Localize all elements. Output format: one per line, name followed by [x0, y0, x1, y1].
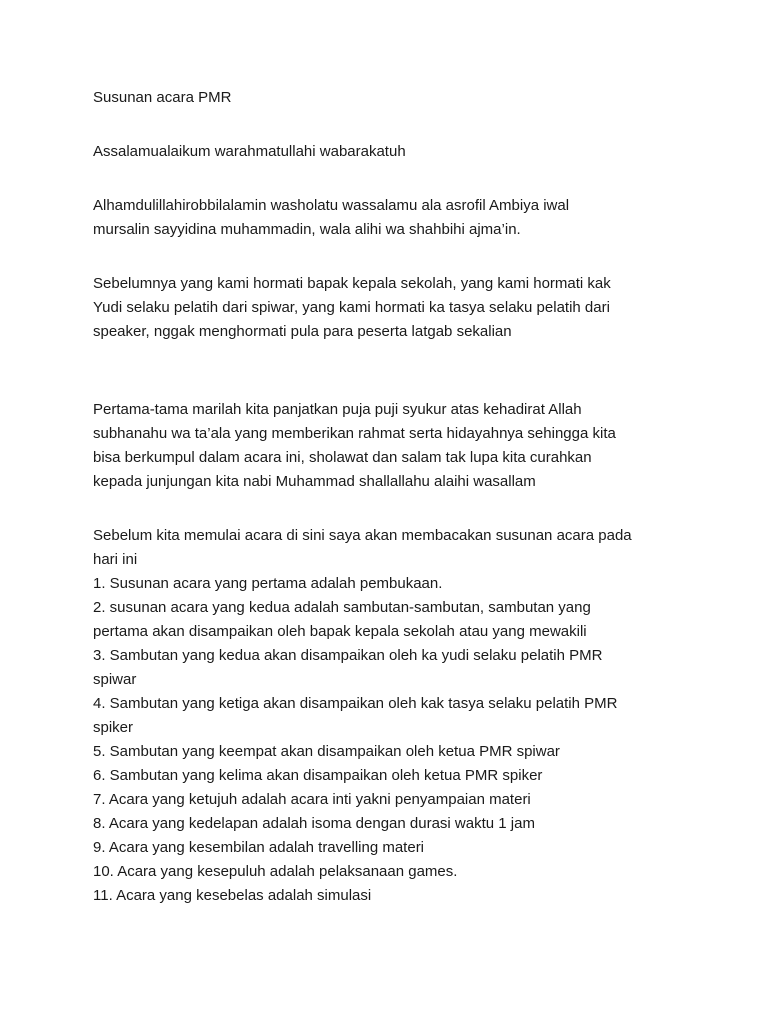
agenda-list — [93, 572, 693, 908]
intro-paragraph: Sebelum kita memulai acara di sini saya akan membacakan susunan acara pada hari ini — [93, 527, 632, 568]
agenda-item-1: 1. Susunan acara yang pertama adalah pembukaan. — [93, 575, 443, 592]
greeting-paragraph: Assalamualaikum warahmatullahi wabarakatuh — [93, 143, 406, 160]
respects-paragraph: Sebelumnya yang kami hormati bapak kepala sekolah, yang kami hormati kak Yudi selaku pelatih dari spiwar, yang kami hormati ka tasya selaku pelatih dari speaker, nggak menghormati pula para peserta latgab sekalian — [93, 275, 611, 340]
agenda-item-10: 10. Acara yang kesepuluh adalah pelaksanaan games. — [93, 863, 458, 880]
agenda-item-3: 3. Sambutan yang kedua akan disampaikan oleh ka yudi selaku pelatih PMR spiwar — [93, 647, 603, 688]
agenda-item-2: 2. susunan acara yang kedua adalah sambutan-sambutan, sambutan yang pertama akan disampaikan oleh bapak kepala sekolah atau yang mewakili — [93, 599, 591, 640]
document-title: Susunan acara PMR — [93, 89, 232, 106]
agenda-item-4: 4. Sambutan yang ketiga akan disampaikan oleh kak tasya selaku pelatih PMR spiker — [93, 695, 618, 736]
opening-paragraph: Alhamdulillahirobbilalamin washolatu wassalamu ala asrofil Ambiya iwal mursalin sayyidina muhammadin, wala alihi wa shahbihi ajma’in. — [93, 197, 570, 238]
agenda-item-5: 5. Sambutan yang keempat akan disampaikan oleh ketua PMR spiwar — [93, 743, 560, 760]
gratitude-paragraph: Pertama-tama marilah kita panjatkan puja puji syukur atas kehadirat Allah subhanahu wa ta’ala yang memberikan rahmat serta hidayahnya sehingga kita bisa berkumpul dalam acara ini, sholawat dan salam tak lupa kita curahkan kepada junjungan kita nabi Muhammad shallallahu alaihi wasallam — [93, 401, 616, 490]
agenda-item-6: 6. Sambutan yang kelima akan disampaikan oleh ketua PMR spiker — [93, 767, 543, 784]
agenda-item-11: 11. Acara yang kesebelas adalah simulasi — [93, 887, 372, 904]
agenda-item-8: 8. Acara yang kedelapan adalah isoma dengan durasi waktu 1 jam — [93, 815, 535, 832]
document-body — [93, 86, 693, 908]
agenda-item-9: 9. Acara yang kesembilan adalah travelling materi — [93, 839, 425, 856]
agenda-item-7: 7. Acara yang ketujuh adalah acara inti yakni penyampaian materi — [93, 791, 531, 808]
